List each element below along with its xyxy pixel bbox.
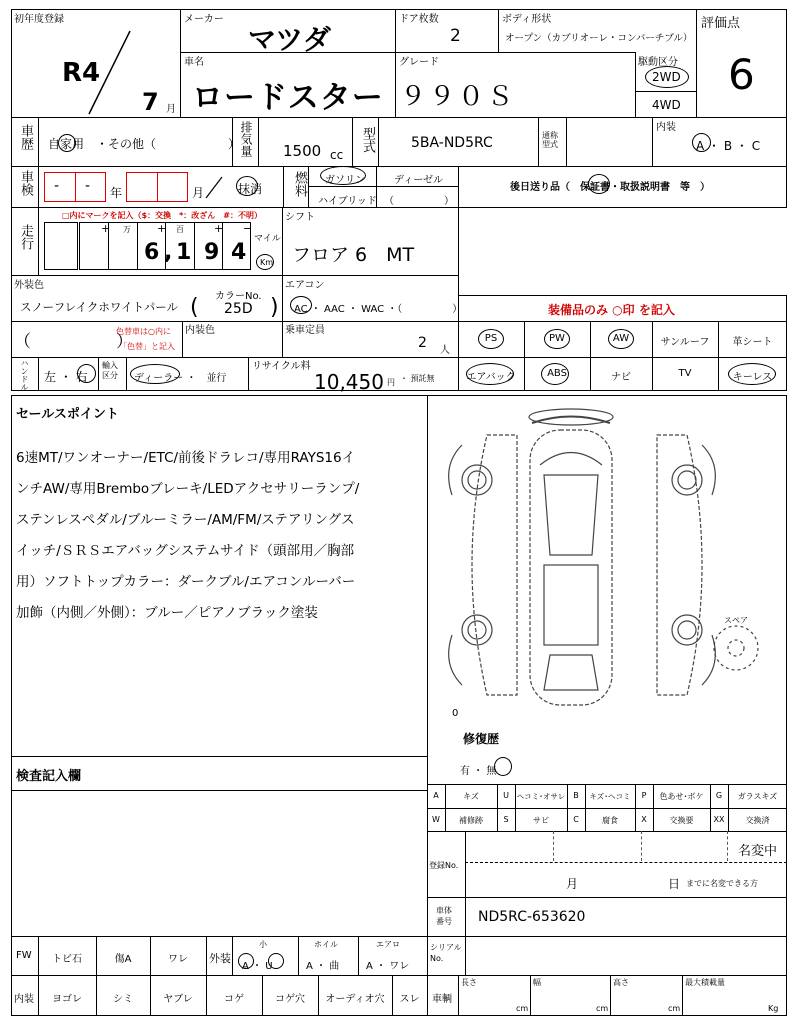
not-registered-mark xyxy=(236,176,258,196)
exterior-color: スノーフレイクホワイトパール xyxy=(20,300,179,314)
not-registered: 抹消 xyxy=(238,182,263,196)
grade-label: グレード xyxy=(399,57,439,68)
aero-options: A ・ ワレ xyxy=(366,961,410,972)
mileage-comma: , xyxy=(164,240,173,265)
vin: ND5RC-653620 xyxy=(478,909,586,925)
legend-p: P xyxy=(641,791,647,800)
aircon-mark xyxy=(290,296,312,314)
legend-xx-desc: 交換済 xyxy=(745,816,770,825)
mileage-digit-2: 1 xyxy=(176,240,192,265)
registration-month: 月 xyxy=(566,877,579,891)
year-char: 年 xyxy=(110,186,123,200)
docs-later: 後日送り品（ 保証書・取扱説明書 等 ） xyxy=(510,182,710,193)
maker-label: メーカー xyxy=(184,14,224,25)
km-label: Km xyxy=(260,258,274,267)
recycle-deposit: ・ 預託無 xyxy=(400,374,435,383)
sales-line-6: 加飾（内側／外側）：ブルー／ピアノブラック塗装 xyxy=(16,605,318,621)
equip-aw-mark xyxy=(608,329,634,349)
exterior-color-label: 外装色 xyxy=(14,280,44,291)
doors-label: ドア枚数 xyxy=(399,14,439,25)
capacity-label: 乗車定員 xyxy=(285,325,325,336)
int-dirt: ヨゴレ xyxy=(52,994,82,1005)
mileage-digit-1: 6 xyxy=(144,240,160,265)
legend-g: G xyxy=(715,791,723,800)
model-label: 型式 xyxy=(360,127,375,153)
recycle-unit: 円 xyxy=(387,378,395,387)
cc-unit: cc xyxy=(330,148,344,162)
drive-4wd: 4WD xyxy=(652,98,681,112)
registration-label: 登録No. xyxy=(429,861,459,870)
repair-label: 修復歴 xyxy=(463,732,500,746)
drive-2wd: 2WD xyxy=(652,70,681,84)
equip-title: 装備品のみ ○印 を記入 xyxy=(548,303,675,317)
legend-w-desc: 補修跡 xyxy=(459,816,483,825)
dims-label: 車輌 xyxy=(432,994,452,1005)
aircon: AC ・ AAC ・ WAC ・（ ） xyxy=(294,304,463,315)
first-reg-label: 初年度登録 xyxy=(14,14,64,25)
legend-b: B xyxy=(573,791,579,800)
grade: ９９０Ｓ xyxy=(400,82,517,112)
fuel-other: （ ） xyxy=(384,196,454,207)
equip-sunroof: サンルーフ xyxy=(660,337,710,348)
int-audio-hole: オーディオ穴 xyxy=(325,994,385,1005)
serial-label: シリアルNo. xyxy=(430,943,462,963)
width-label: 幅 xyxy=(533,978,541,987)
diagram-zero: 0 xyxy=(452,708,459,719)
legend-a: A xyxy=(433,791,439,800)
equip-ps: PS xyxy=(484,333,498,344)
mileage-digit-3: 9 xyxy=(204,240,220,265)
legend-a-desc: キズ xyxy=(463,792,479,801)
first-reg-month: 7 xyxy=(142,88,159,116)
common-model-label: 通称型式 xyxy=(542,131,558,149)
mile-label: マイル xyxy=(254,234,281,244)
ext-label: 外装 xyxy=(209,952,231,965)
repair-options: 有 ・ 無 xyxy=(460,766,497,777)
capacity-unit: 人 xyxy=(440,345,450,356)
length-label: 長さ xyxy=(461,978,477,987)
body-type: オープン（カブリオーレ・コンバーチブル） xyxy=(505,33,693,44)
legend-xx: XX xyxy=(713,815,725,824)
equip-navi: ナビ xyxy=(611,372,631,383)
month-char: 月 xyxy=(192,186,205,200)
equip-ps-mark xyxy=(478,329,504,349)
fuel-gasoline-mark xyxy=(320,166,366,185)
registration-deadline: までに名変できる方 xyxy=(686,879,758,888)
fuel-hybrid: ハイブリッド xyxy=(318,196,377,207)
equip-airbag: エアバック xyxy=(466,372,516,383)
small-label: 小 xyxy=(259,940,267,949)
legend-x-desc: 交換要 xyxy=(669,816,694,825)
history-label: 車歴 xyxy=(18,124,33,150)
car-name-label: 車名 xyxy=(184,57,204,68)
fw-crack: ワレ xyxy=(168,954,188,965)
legend-s-desc: サビ xyxy=(533,816,549,825)
width-unit: cm xyxy=(596,1004,609,1013)
handle-mark xyxy=(77,364,96,383)
month-unit: 月 xyxy=(166,104,176,115)
recycle: 10,450 xyxy=(314,370,384,394)
equip-keyless: キーレス xyxy=(732,372,773,383)
inspection-label: 車検 xyxy=(18,170,33,196)
int-tear: ヤブレ xyxy=(163,994,193,1005)
legend-b-desc: キズ･ヘコミ xyxy=(589,792,631,801)
equip-pw: PW xyxy=(549,333,565,344)
interior-color-paren: （ ） xyxy=(14,332,133,352)
fuel-gasoline: ガソリン xyxy=(325,175,365,186)
legend-u-desc: ヘコミ･オサレ xyxy=(516,792,566,801)
docs-manual-mark xyxy=(590,183,610,199)
interior-grade-label: 内装 xyxy=(656,122,676,133)
small-u-mark xyxy=(268,953,284,969)
sales-title: セールスポイント xyxy=(16,407,119,422)
sales-line-5: 用）ソフトトップカラー：ダークブル/エアコンルーバー xyxy=(16,574,356,590)
length-unit: cm xyxy=(516,1004,529,1013)
equip-keyless-mark xyxy=(728,363,776,385)
shift: フロア 6 MT xyxy=(292,244,415,266)
registration-day: 日 xyxy=(668,877,681,891)
mileage-label: 走行 xyxy=(18,224,33,250)
spare-label: スペア xyxy=(724,616,748,625)
fuel-label: 燃料 xyxy=(292,171,307,197)
handle-label: ハンドル xyxy=(20,359,29,391)
import-label: 輸入区分 xyxy=(102,361,118,380)
displacement: 1500 xyxy=(283,142,322,160)
color-no: 25D xyxy=(224,301,253,317)
model: 5BA-ND5RC xyxy=(411,135,493,151)
first-reg-slash xyxy=(85,28,135,118)
legend-g-desc: ガラスキズ xyxy=(737,792,778,801)
sales-line-4: イッチ/ＳＲＳエアバッグシステムサイド（頭部用／胸部 xyxy=(16,543,355,559)
car-name: ロードスター xyxy=(192,80,384,116)
km-mark xyxy=(256,254,274,270)
equip-abs-mark xyxy=(541,363,569,385)
aircon-label: エアコン xyxy=(285,280,325,291)
unit-100: 百 xyxy=(176,225,184,234)
name-change: 名変中 xyxy=(738,844,778,859)
max-load-unit: Kg xyxy=(768,1004,779,1013)
interior-grade: A ・ B ・ C xyxy=(696,139,761,153)
maker: マツダ xyxy=(248,23,331,56)
height-label: 高さ xyxy=(613,978,629,987)
legend-x: X xyxy=(641,815,647,824)
inspection-notes-title: 検査記入欄 xyxy=(16,769,82,784)
car-diagram xyxy=(432,405,782,715)
color-change-note-1: 色替車は○内に xyxy=(116,327,171,336)
body-label: ボディ形状 xyxy=(502,14,552,25)
recycle-label: リサイクル料 xyxy=(252,361,311,372)
vin-label: 車体番号 xyxy=(436,906,452,926)
sales-line-1: 6速MT/ワンオーナー/ETC/前後ドラレコ/専用RAYS16イ xyxy=(16,450,356,466)
unit-10k: 万 xyxy=(123,225,131,234)
legend-p-desc: 色あせ･ボケ xyxy=(659,792,704,801)
aero-label: エアロ xyxy=(376,940,400,949)
interior-color-label: 内装色 xyxy=(185,325,215,336)
handle: 左 ・ 右 xyxy=(44,370,88,384)
int-burn-hole: コゲ穴 xyxy=(275,994,305,1005)
equip-pw-mark xyxy=(544,329,570,349)
doors: 2 xyxy=(450,26,461,46)
interior-grade-mark xyxy=(692,133,711,152)
rating-label: 評価点 xyxy=(701,16,741,31)
fw-label: FW xyxy=(16,950,32,961)
fw-chip: トビ石 xyxy=(52,954,82,965)
legend-w: W xyxy=(432,815,440,824)
mileage-digit-4: 4 xyxy=(231,240,247,265)
equip-tv: TV xyxy=(678,368,692,379)
drive-2wd-mark xyxy=(645,66,689,88)
sales-line-3: ステンレスペダル/ブルーミラー/AM/FM/ステアリングス xyxy=(16,512,355,528)
int-burn: コゲ xyxy=(224,994,244,1005)
color-change-note-2: 「色替」と記入 xyxy=(119,342,175,351)
max-load-label: 最大積載量 xyxy=(685,978,725,987)
height-unit: cm xyxy=(668,1004,681,1013)
import-mark xyxy=(130,364,180,384)
drive-label: 駆動区分 xyxy=(638,57,678,68)
mileage-odometer-box xyxy=(44,222,78,270)
rating: 6 xyxy=(728,50,755,99)
equip-airbag-mark xyxy=(466,363,514,385)
equip-aw: AW xyxy=(612,333,630,344)
wheel-label: ホイル xyxy=(314,940,338,949)
color-no-label: カラーNo. xyxy=(215,291,262,302)
mileage-note: □内にマークを記入（$：交換 *：改ざん #：不明） xyxy=(62,211,263,220)
wheel-options: A ・ 曲 xyxy=(306,961,340,972)
fuel-diesel: ディーゼル xyxy=(394,175,443,186)
int-stain: シミ xyxy=(113,994,133,1005)
legend-c: C xyxy=(573,815,579,824)
sales-line-2: ンチAW/専用Bremboブレーキ/LEDアクセサリーランプ/ xyxy=(16,481,360,497)
displacement-label: 排気量 xyxy=(239,121,253,157)
equip-leather: 革シート xyxy=(732,337,773,348)
history: 自家用 ・その他（ ） xyxy=(48,137,241,151)
history-mark xyxy=(58,134,76,152)
legend-c-desc: 腐食 xyxy=(602,816,618,825)
small-options: A ・ U xyxy=(242,961,273,972)
import: ディーラー ・ 並行 xyxy=(134,373,227,384)
legend-u: U xyxy=(503,791,509,800)
shift-label: シフト xyxy=(285,212,315,223)
int-label: 内装 xyxy=(14,994,34,1005)
equip-abs: ABS xyxy=(547,368,567,379)
fw-scratch: 傷A xyxy=(114,954,132,965)
first-reg-era: R4 xyxy=(62,58,101,88)
small-a-mark xyxy=(238,953,254,969)
repair-none-mark xyxy=(494,757,512,776)
legend-s: S xyxy=(503,815,509,824)
capacity: 2 xyxy=(418,335,427,351)
int-wear: スレ xyxy=(399,994,420,1005)
